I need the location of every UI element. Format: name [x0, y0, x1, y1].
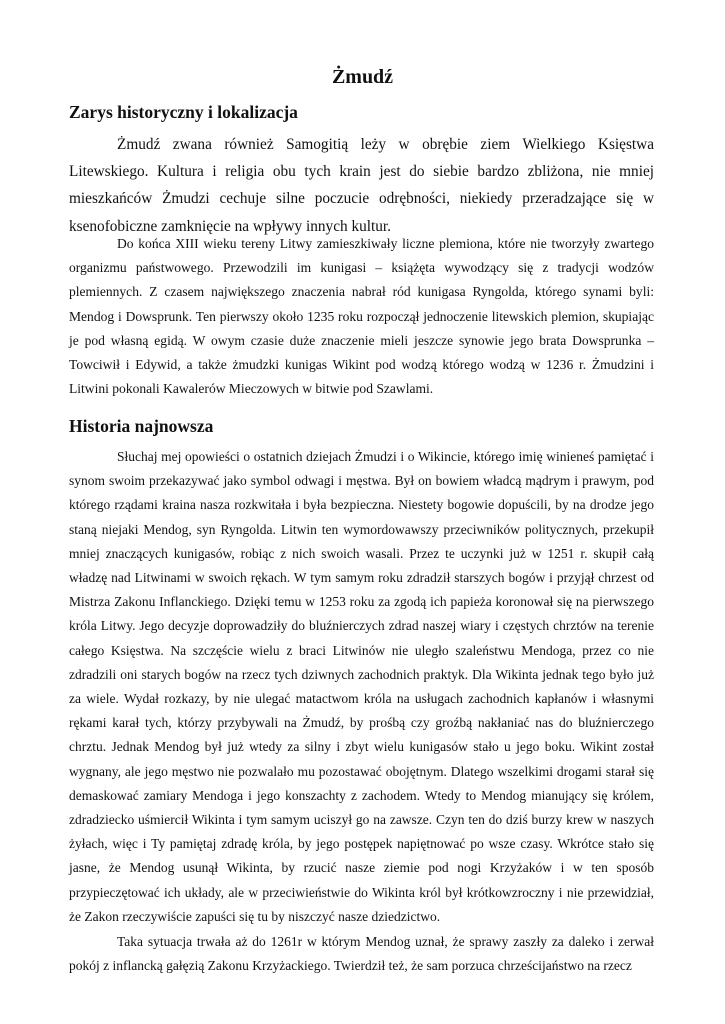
- paragraph: Taka sytuacja trwała aż do 1261r w którym Mendog uznał, że sprawy zaszły za daleko i zerwał pokój z inflancką gałęzią Zakonu Krzyżackiego. Twierdził też, że sam porzuca chrześcijaństwo na rzecz: [69, 934, 654, 974]
- section-heading-history-location: Zarys historyczny i lokalizacja: [69, 102, 298, 122]
- paragraph: Do końca XIII wieku tereny Litwy zamieszkiwały liczne plemiona, które nie tworzyły zwartego organizmu państwowego. Przewodzili im kunigasi – książęta wywodzący się z tradycji wodzów plemiennych. Z czasem największego znaczenia nabrał ród kunigasa Ryngolda, którego synami byli: Mendog i Dowsprunk. Ten pierwszy około 1235 roku rozpoczął jednoczenie litewskich plemion, skupiając je pod własną egidą. W owym czasie duże znaczenie mieli jeszcze synowie jego brata Dowsprunka – Towciwił i Edywid, a także żmudzki kunigas Wikint pod wodzą którego wodzą w 1236 r. Żmudzini i Litwini pokonali Kawalerów Mieczowych w bitwie pod Szawlami.: [69, 236, 654, 397]
- page-title: Żmudź: [331, 66, 394, 88]
- section-heading-recent-history: Historia najnowsza: [69, 416, 214, 436]
- paragraph: Słuchaj mej opowieści o ostatnich dziejach Żmudzi i o Wikincie, którego imię winieneś pamiętać i synom swoim przekazywać jako symbol odwagi i męstwa. Był on bowiem władcą mądrym i prawym, pod którego rządami kraina nasza rozkwitała i była bezpieczna. Niestety bogowie dopuścili, by na drodze jego staną niejaki Mendog, syn Ryngolda. Litwin ten wymordowawszy przeciwników politycznych, przekupił mniej znaczących kunigasów, robiąc z nich swoich wasali. Przez te uczynki już w 1251 r. skupił całą władzę nad Litwinami w swoich rękach. W tym samym roku zdradził starszych bogów i przyjął chrzest od Mistrza Zakonu Inflanckiego. Dzięki temu w 1253 roku za zgodą ich papieża koronował się na pierwszego króla Litwy. Jego decyzje doprowadziły do bluźnierczych zdrad naszej wiary i częstych chrztów na terenie całego Księstwa. Na szczęście wielu z braci Litwinów nie uległo szaleństwu Mendoga, przez co nie zdradzili oni starych bogów na rzecz tych dziwnych zachodnich praktyk. Dla Wikinta jednak tego było już za wiele. Wydał rozkazy, by nie ulegać matactwom króla na usługach zachodnich kapłanów i własnymi rękami karał tych, którzy przybywali na Żmudź, by prośbą czy groźbą nakłaniać nas do bluźnierczego chrztu. Jednak Mendog był już wtedy za silny i zbyt wielu kunigasów stało u jego boku. Wikint został wygnany, ale jego męstwo nie pozwalało mu pozostawać obojętnym. Dlatego wszelkimi drogami starał się demaskować zamiary Mendoga i jego konszachty z zachodem. Wtedy to Mendog mianujący się królem, zdradziecko uśmiercił Wikinta i tym samym uciszył go na zawsze. Czyn ten do dziś burzy krew w naszych żyłach, więc i Ty pamiętaj zdradę króla, by jego postępek napiętnować po wsze czasy. Wkrótce stało się jasne, że Mendog usunął Wikinta, by rzucić nasze ziemie pod nogi Krzyżaków i w ten sposób przypieczętować ich układy, ale w przeciwieństwie do Wikinta król był krótkowzroczny i nie przewidział, że Zakon rzeczywiście zapuści się tu by niszczyć nasze dziedzictwo.: [69, 449, 654, 924]
- paragraph: Żmudź zwana również Samogitią leży w obrębie ziem Wielkiego Księstwa Litewskiego. Kultura i religia obu tych krain jest do siebie bardzo zbliżona, nie mniej mieszkańców Żmudzi cechuje silne poczucie odrębności, niekiedy przeradzające się w ksenofobiczne zamknięcie na wpływy innych kultur.: [69, 136, 654, 235]
